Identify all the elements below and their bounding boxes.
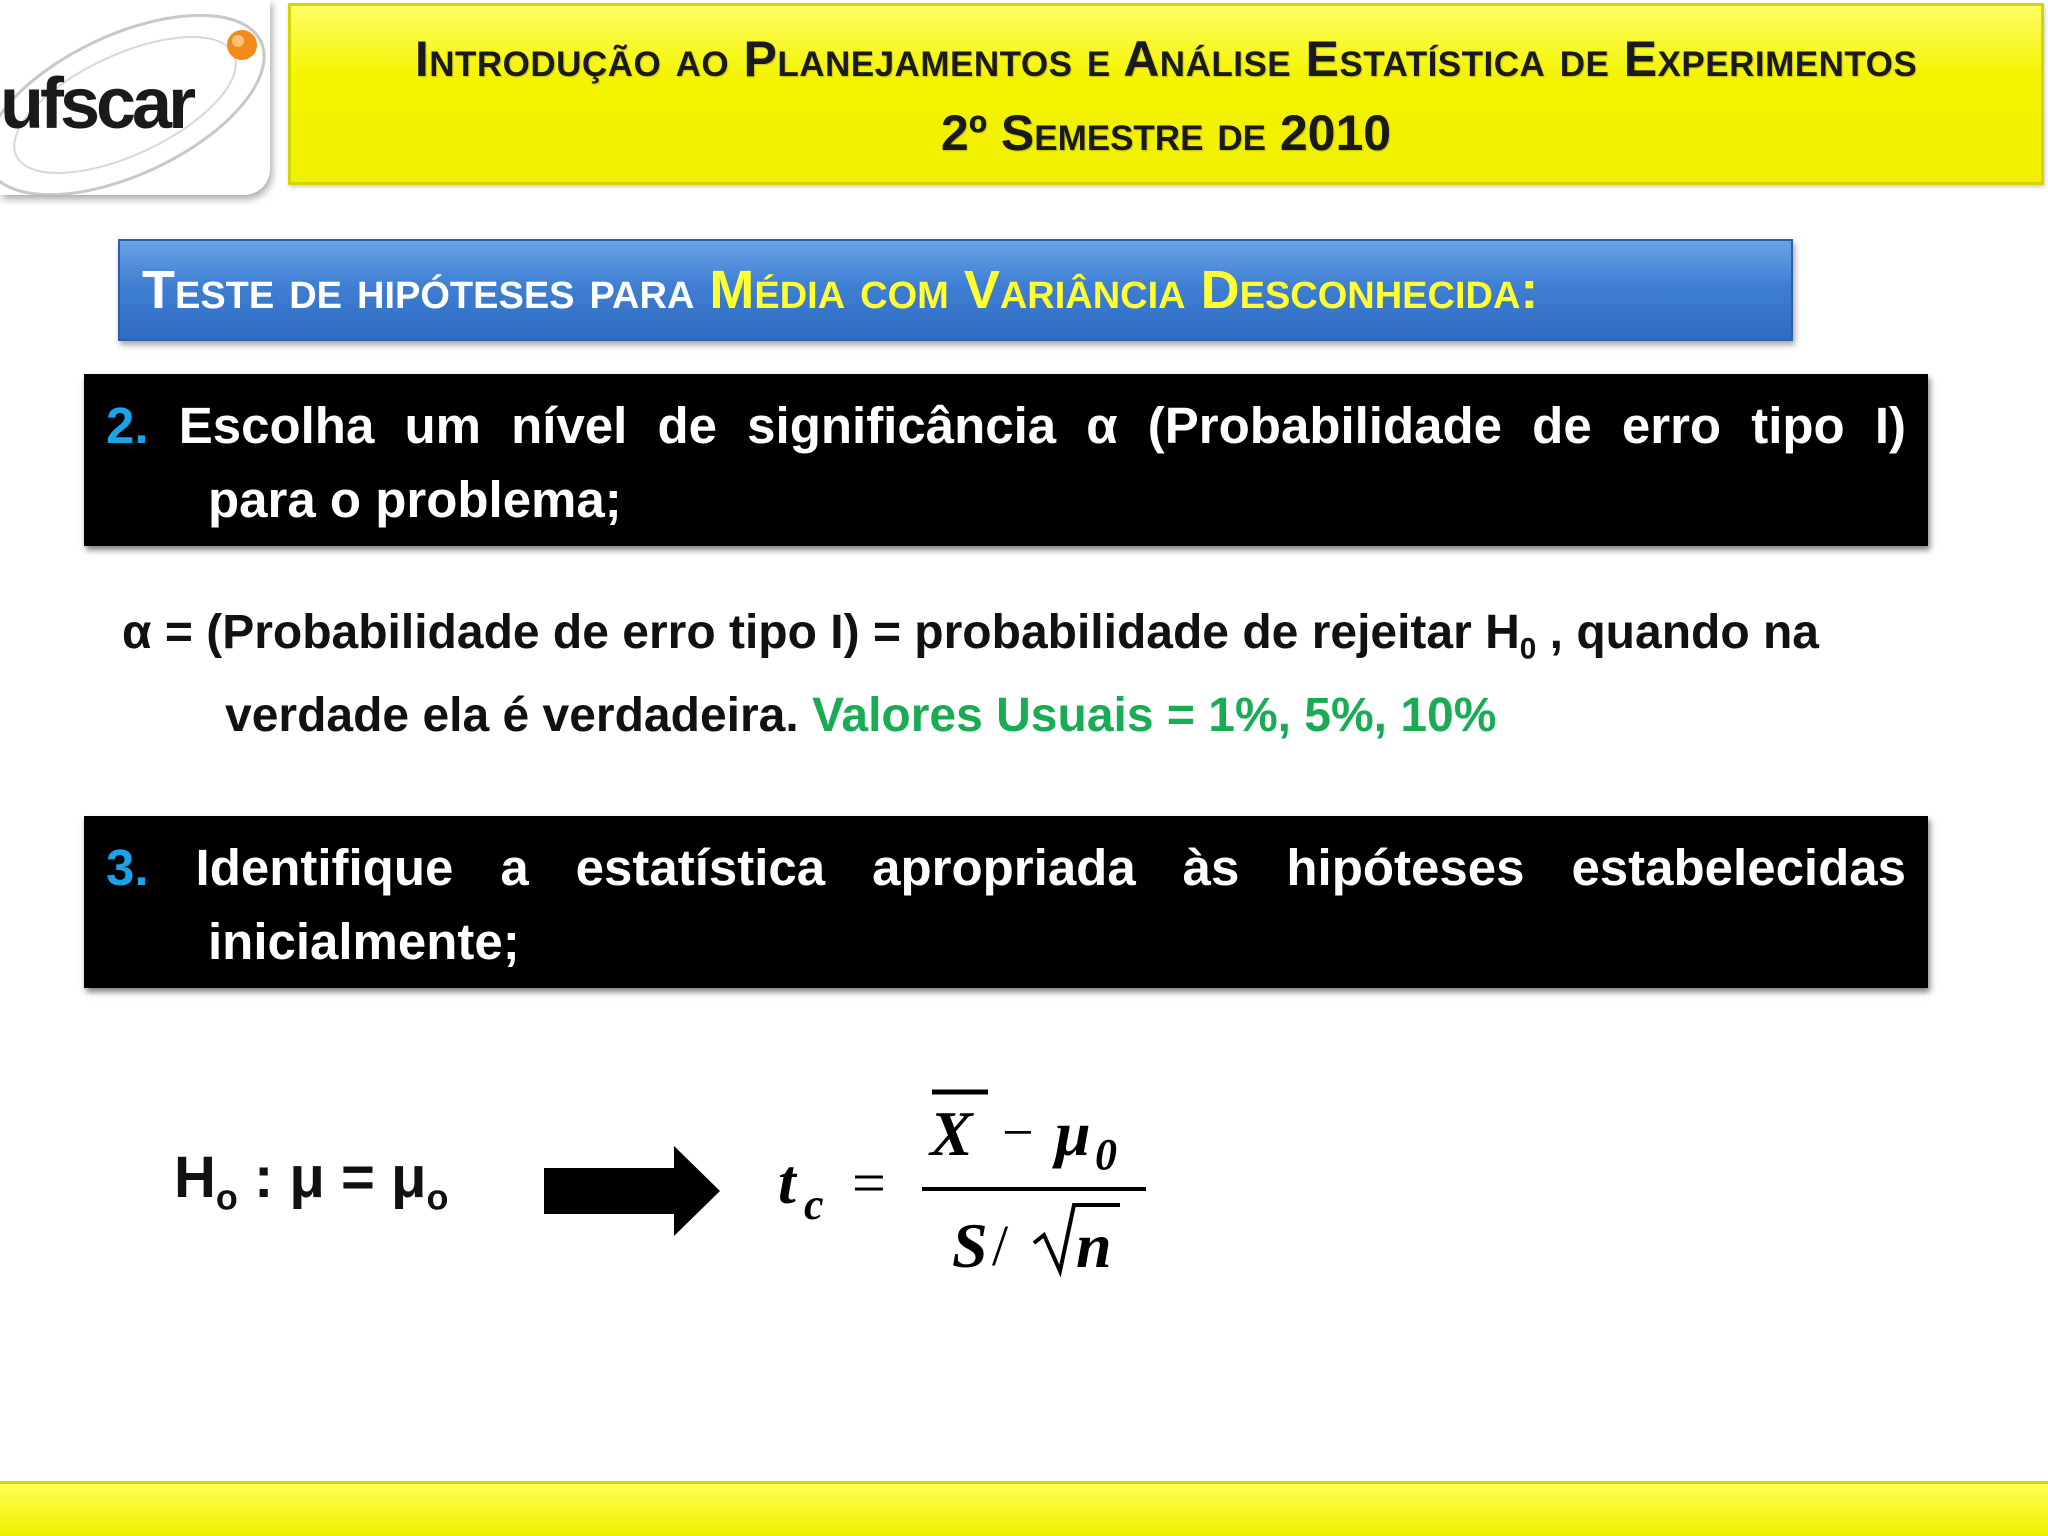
step-3-box bbox=[84, 816, 1928, 988]
formula-equals: = bbox=[852, 1150, 886, 1216]
step-3-line-2: inicialmente; bbox=[208, 913, 520, 970]
alpha-h-subscript: 0 bbox=[1519, 632, 1537, 666]
alpha-text-part2: , quando na bbox=[1536, 606, 1819, 659]
formula-slash: / bbox=[992, 1213, 1009, 1278]
formula-s: S bbox=[952, 1210, 988, 1281]
step-2-line-1 bbox=[106, 396, 1906, 455]
alpha-line-2-text: verdade ela é verdadeira. bbox=[225, 688, 813, 742]
step-2-line-2: para o problema; bbox=[208, 471, 622, 528]
formula-t-subscript: c bbox=[804, 1180, 824, 1229]
formula-n: n bbox=[1076, 1210, 1112, 1281]
alpha-line-2 bbox=[122, 683, 1912, 749]
footer-bar bbox=[0, 1481, 2048, 1536]
step-2-number: 2. bbox=[106, 397, 149, 454]
formula-mu: μ bbox=[1055, 1098, 1091, 1169]
formula-t: t bbox=[778, 1146, 796, 1217]
logo-wordmark: ufscar bbox=[0, 64, 193, 144]
formula-x-bar: X bbox=[930, 1098, 973, 1169]
usual-values: Valores Usuais = 1%, 5%, 10% bbox=[812, 688, 1497, 742]
header-subtitle: 2º Semestre de 2010 bbox=[940, 105, 1392, 161]
banner-white-text: Teste de hipóteses para bbox=[142, 260, 710, 320]
alpha-text-part1: α = (Probabilidade de erro tipo I) = probabilidade de rejeitar H bbox=[122, 606, 1520, 659]
formula-mu-subscript: 0 bbox=[1095, 1130, 1117, 1179]
ufscar-logo bbox=[0, 0, 270, 195]
formula-minus: − bbox=[1002, 1102, 1034, 1164]
right-arrow-icon bbox=[544, 1146, 724, 1236]
ufscar-logo-graphic bbox=[0, 0, 270, 195]
step-2-text: Escolha um nível de significância α (Probabilidade de erro tipo I) bbox=[178, 397, 1907, 454]
step-3-text: Identifique a estatística apropriada às hipóteses estabelecidas bbox=[195, 839, 1906, 896]
banner-yellow-text: Média com Variância Desconhecida: bbox=[709, 260, 1539, 320]
step-3-number: 3. bbox=[106, 839, 149, 896]
section-banner bbox=[118, 239, 1793, 341]
hypothesis-h-subscript: o bbox=[215, 1176, 238, 1218]
hypothesis-h: H bbox=[174, 1145, 216, 1210]
hypothesis-equation: : μ = μ bbox=[237, 1145, 427, 1210]
slide-header bbox=[288, 3, 2044, 185]
hypothesis-mu-subscript: o bbox=[426, 1176, 449, 1218]
alpha-definition bbox=[122, 600, 1912, 749]
t-statistic-formula bbox=[770, 1085, 1170, 1285]
header-title: Introdução ao Planejamentos e Análise Estatística de Experimentos bbox=[414, 31, 1918, 87]
null-hypothesis bbox=[174, 1144, 448, 1219]
step-3-line-1 bbox=[106, 838, 1906, 897]
step-2-box bbox=[84, 374, 1928, 546]
